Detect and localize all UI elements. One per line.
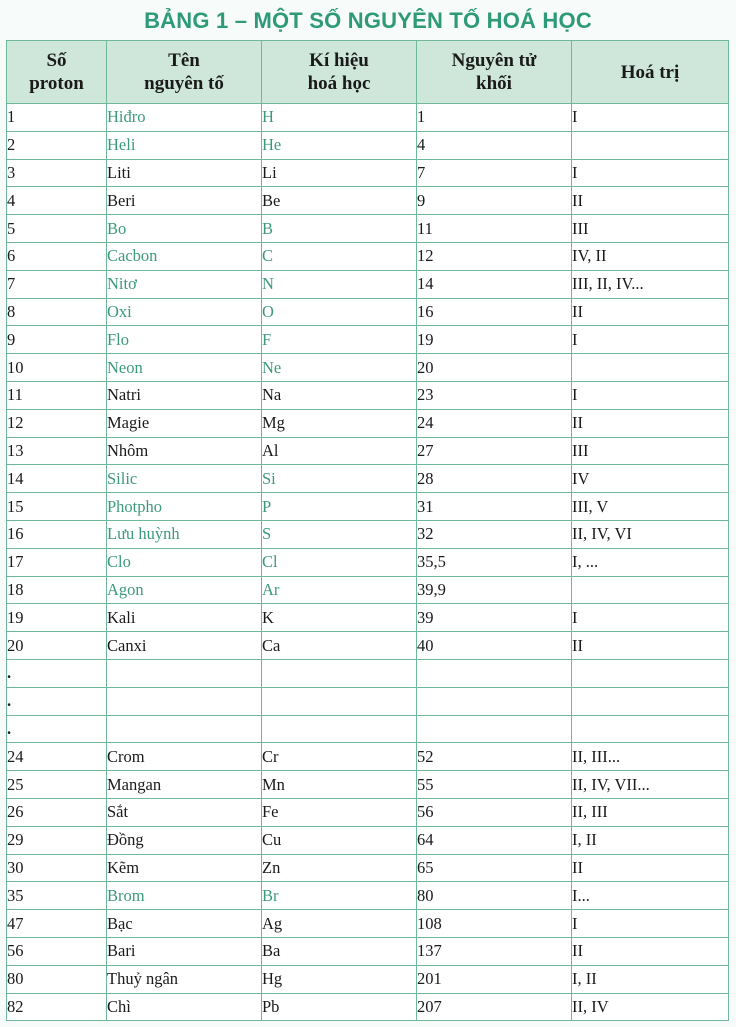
element-name-cell: Nhôm — [107, 437, 262, 465]
proton-number-cell: 29 — [7, 826, 107, 854]
valence-cell — [572, 659, 729, 687]
element-symbol-cell: He — [262, 131, 417, 159]
element-name-cell: Chì — [107, 993, 262, 1021]
element-symbol-cell: Br — [262, 882, 417, 910]
header-proton — [7, 41, 107, 104]
valence-cell — [572, 354, 729, 382]
atomic-mass-cell: 56 — [417, 798, 572, 826]
header-name-line1: Tên — [168, 50, 200, 71]
valence-cell: I — [572, 910, 729, 938]
element-name-cell: Kẽm — [107, 854, 262, 882]
atomic-mass-cell: 207 — [417, 993, 572, 1021]
element-symbol-cell: C — [262, 242, 417, 270]
proton-number-cell: 18 — [7, 576, 107, 604]
proton-number-cell: 12 — [7, 409, 107, 437]
element-name-cell — [107, 715, 262, 743]
table-row — [7, 937, 729, 965]
table-row — [7, 854, 729, 882]
table-row — [7, 159, 729, 187]
table-row — [7, 298, 729, 326]
element-symbol-cell: O — [262, 298, 417, 326]
proton-number-cell: . — [7, 687, 107, 715]
valence-cell: I — [572, 604, 729, 632]
valence-cell: II, IV, VI — [572, 520, 729, 548]
valence-cell: I — [572, 326, 729, 354]
atomic-mass-cell: 65 — [417, 854, 572, 882]
element-symbol-cell: Ag — [262, 910, 417, 938]
header-valence — [572, 41, 729, 104]
proton-number-cell: 3 — [7, 159, 107, 187]
element-name-cell: Photpho — [107, 493, 262, 521]
proton-number-cell: 4 — [7, 187, 107, 215]
element-symbol-cell: Al — [262, 437, 417, 465]
table-row — [7, 965, 729, 993]
element-symbol-cell: Mn — [262, 771, 417, 799]
atomic-mass-cell — [417, 659, 572, 687]
element-symbol-cell: Be — [262, 187, 417, 215]
element-symbol-cell: P — [262, 493, 417, 521]
table-body — [7, 104, 729, 1021]
element-symbol-cell — [262, 687, 417, 715]
valence-cell: I... — [572, 882, 729, 910]
valence-cell — [572, 715, 729, 743]
element-symbol-cell: Fe — [262, 798, 417, 826]
atomic-mass-cell: 1 — [417, 104, 572, 132]
valence-cell: II — [572, 937, 729, 965]
element-name-cell: Liti — [107, 159, 262, 187]
table-row — [7, 993, 729, 1021]
valence-cell: IV — [572, 465, 729, 493]
atomic-mass-cell: 28 — [417, 465, 572, 493]
element-symbol-cell: Pb — [262, 993, 417, 1021]
table-row — [7, 104, 729, 132]
atomic-mass-cell: 64 — [417, 826, 572, 854]
element-name-cell: Heli — [107, 131, 262, 159]
atomic-mass-cell: 55 — [417, 771, 572, 799]
atomic-mass-cell: 27 — [417, 437, 572, 465]
header-valence-label: Hoá trị — [620, 61, 680, 83]
proton-number-cell: 10 — [7, 354, 107, 382]
element-symbol-cell: Cl — [262, 548, 417, 576]
proton-number-cell: 24 — [7, 743, 107, 771]
atomic-mass-cell — [417, 687, 572, 715]
atomic-mass-cell: 108 — [417, 910, 572, 938]
element-name-cell: Oxi — [107, 298, 262, 326]
element-name-cell: Neon — [107, 354, 262, 382]
proton-number-cell: 19 — [7, 604, 107, 632]
proton-number-cell: 9 — [7, 326, 107, 354]
valence-cell: II — [572, 298, 729, 326]
proton-number-cell: . — [7, 659, 107, 687]
proton-number-cell: 20 — [7, 632, 107, 660]
element-symbol-cell: B — [262, 215, 417, 243]
header-proton-line2: proton — [29, 73, 84, 94]
element-symbol-cell: Ba — [262, 937, 417, 965]
proton-number-cell: 11 — [7, 381, 107, 409]
element-name-cell: Silic — [107, 465, 262, 493]
header-mass-line2: khối — [476, 73, 512, 94]
proton-number-cell: . — [7, 715, 107, 743]
proton-number-cell: 16 — [7, 520, 107, 548]
atomic-mass-cell: 24 — [417, 409, 572, 437]
atomic-mass-cell: 20 — [417, 354, 572, 382]
element-name-cell: Bo — [107, 215, 262, 243]
table-row — [7, 520, 729, 548]
element-name-cell: Brom — [107, 882, 262, 910]
table-row — [7, 242, 729, 270]
element-symbol-cell: N — [262, 270, 417, 298]
proton-number-cell: 15 — [7, 493, 107, 521]
table-row — [7, 215, 729, 243]
atomic-mass-cell: 31 — [417, 493, 572, 521]
element-name-cell: Mangan — [107, 771, 262, 799]
valence-cell: II — [572, 187, 729, 215]
proton-number-cell: 7 — [7, 270, 107, 298]
table-row — [7, 465, 729, 493]
atomic-mass-cell: 23 — [417, 381, 572, 409]
valence-cell: III — [572, 437, 729, 465]
valence-cell: II, IV — [572, 993, 729, 1021]
table-row — [7, 409, 729, 437]
element-name-cell: Bari — [107, 937, 262, 965]
header-name-line2: nguyên tố — [144, 73, 224, 94]
table-row — [7, 826, 729, 854]
atomic-mass-cell: 7 — [417, 159, 572, 187]
element-name-cell: Magie — [107, 409, 262, 437]
proton-number-cell: 13 — [7, 437, 107, 465]
table-row — [7, 798, 729, 826]
element-symbol-cell: Ca — [262, 632, 417, 660]
proton-number-cell: 1 — [7, 104, 107, 132]
element-symbol-cell — [262, 715, 417, 743]
header-symbol — [262, 41, 417, 104]
table-row — [7, 493, 729, 521]
atomic-mass-cell: 14 — [417, 270, 572, 298]
table-row — [7, 659, 729, 687]
valence-cell — [572, 576, 729, 604]
element-symbol-cell: K — [262, 604, 417, 632]
proton-number-cell: 2 — [7, 131, 107, 159]
atomic-mass-cell: 32 — [417, 520, 572, 548]
element-name-cell: Beri — [107, 187, 262, 215]
header-symbol-line2: hoá học — [307, 73, 371, 94]
valence-cell: II — [572, 854, 729, 882]
table-row — [7, 604, 729, 632]
atomic-mass-cell: 52 — [417, 743, 572, 771]
element-name-cell: Sắt — [107, 798, 262, 826]
element-symbol-cell: S — [262, 520, 417, 548]
element-name-cell: Cacbon — [107, 242, 262, 270]
element-symbol-cell: Ar — [262, 576, 417, 604]
atomic-mass-cell: 11 — [417, 215, 572, 243]
table-row — [7, 437, 729, 465]
valence-cell: III — [572, 215, 729, 243]
element-symbol-cell: Si — [262, 465, 417, 493]
element-name-cell: Bạc — [107, 910, 262, 938]
element-name-cell: Canxi — [107, 632, 262, 660]
proton-number-cell: 14 — [7, 465, 107, 493]
element-name-cell — [107, 659, 262, 687]
element-symbol-cell: Cr — [262, 743, 417, 771]
element-symbol-cell: Mg — [262, 409, 417, 437]
table-row — [7, 548, 729, 576]
page-title: BẢNG 1 – MỘT SỐ NGUYÊN TỐ HOÁ HỌC — [144, 8, 592, 33]
elements-table — [6, 40, 729, 1021]
valence-cell — [572, 687, 729, 715]
header-proton-line1: Số — [46, 50, 67, 71]
atomic-mass-cell: 12 — [417, 242, 572, 270]
element-symbol-cell: Li — [262, 159, 417, 187]
element-symbol-cell: Na — [262, 381, 417, 409]
header-mass-line1: Nguyên tử — [451, 50, 537, 71]
element-symbol-cell: Hg — [262, 965, 417, 993]
element-name-cell: Thuỷ ngân — [107, 965, 262, 993]
header-name — [107, 41, 262, 104]
element-name-cell: Nitơ — [107, 270, 262, 298]
element-name-cell: Đồng — [107, 826, 262, 854]
element-name-cell: Hiđro — [107, 104, 262, 132]
atomic-mass-cell: 137 — [417, 937, 572, 965]
element-symbol-cell — [262, 659, 417, 687]
element-name-cell: Lưu huỳnh — [107, 520, 262, 548]
element-name-cell — [107, 687, 262, 715]
table-row — [7, 131, 729, 159]
element-symbol-cell: Cu — [262, 826, 417, 854]
header-row — [7, 41, 729, 104]
valence-cell: I — [572, 104, 729, 132]
table-row — [7, 910, 729, 938]
proton-number-cell: 17 — [7, 548, 107, 576]
atomic-mass-cell: 4 — [417, 131, 572, 159]
atomic-mass-cell: 39 — [417, 604, 572, 632]
table-row — [7, 771, 729, 799]
valence-cell: I — [572, 381, 729, 409]
atomic-mass-cell: 9 — [417, 187, 572, 215]
element-name-cell: Crom — [107, 743, 262, 771]
atomic-mass-cell: 16 — [417, 298, 572, 326]
valence-cell: I, II — [572, 965, 729, 993]
table-row — [7, 687, 729, 715]
element-name-cell: Kali — [107, 604, 262, 632]
table-header — [7, 41, 729, 104]
valence-cell: I, ... — [572, 548, 729, 576]
table-row — [7, 354, 729, 382]
proton-number-cell: 8 — [7, 298, 107, 326]
table-row — [7, 715, 729, 743]
element-symbol-cell: F — [262, 326, 417, 354]
atomic-mass-cell: 39,9 — [417, 576, 572, 604]
proton-number-cell: 56 — [7, 937, 107, 965]
proton-number-cell: 25 — [7, 771, 107, 799]
proton-number-cell: 80 — [7, 965, 107, 993]
proton-number-cell: 82 — [7, 993, 107, 1021]
element-name-cell: Natri — [107, 381, 262, 409]
proton-number-cell: 26 — [7, 798, 107, 826]
valence-cell: III, II, IV... — [572, 270, 729, 298]
valence-cell: I — [572, 159, 729, 187]
table-row — [7, 632, 729, 660]
valence-cell: II — [572, 409, 729, 437]
element-symbol-cell: Ne — [262, 354, 417, 382]
table-row — [7, 326, 729, 354]
atomic-mass-cell: 19 — [417, 326, 572, 354]
valence-cell: I, II — [572, 826, 729, 854]
valence-cell: IV, II — [572, 242, 729, 270]
atomic-mass-cell: 80 — [417, 882, 572, 910]
table-row — [7, 187, 729, 215]
valence-cell: II, IV, VII... — [572, 771, 729, 799]
atomic-mass-cell — [417, 715, 572, 743]
element-symbol-cell: H — [262, 104, 417, 132]
valence-cell: II, III — [572, 798, 729, 826]
table-row — [7, 882, 729, 910]
element-symbol-cell: Zn — [262, 854, 417, 882]
atomic-mass-cell: 40 — [417, 632, 572, 660]
element-name-cell: Agon — [107, 576, 262, 604]
valence-cell: III, V — [572, 493, 729, 521]
valence-cell — [572, 131, 729, 159]
table-row — [7, 270, 729, 298]
proton-number-cell: 5 — [7, 215, 107, 243]
table-row — [7, 743, 729, 771]
atomic-mass-cell: 35,5 — [417, 548, 572, 576]
valence-cell: II, III... — [572, 743, 729, 771]
element-name-cell: Clo — [107, 548, 262, 576]
header-mass — [417, 41, 572, 104]
proton-number-cell: 35 — [7, 882, 107, 910]
proton-number-cell: 6 — [7, 242, 107, 270]
proton-number-cell: 47 — [7, 910, 107, 938]
proton-number-cell: 30 — [7, 854, 107, 882]
valence-cell: II — [572, 632, 729, 660]
atomic-mass-cell: 201 — [417, 965, 572, 993]
table-row — [7, 381, 729, 409]
header-symbol-line1: Kí hiệu — [309, 50, 369, 71]
table-row — [7, 576, 729, 604]
element-name-cell: Flo — [107, 326, 262, 354]
